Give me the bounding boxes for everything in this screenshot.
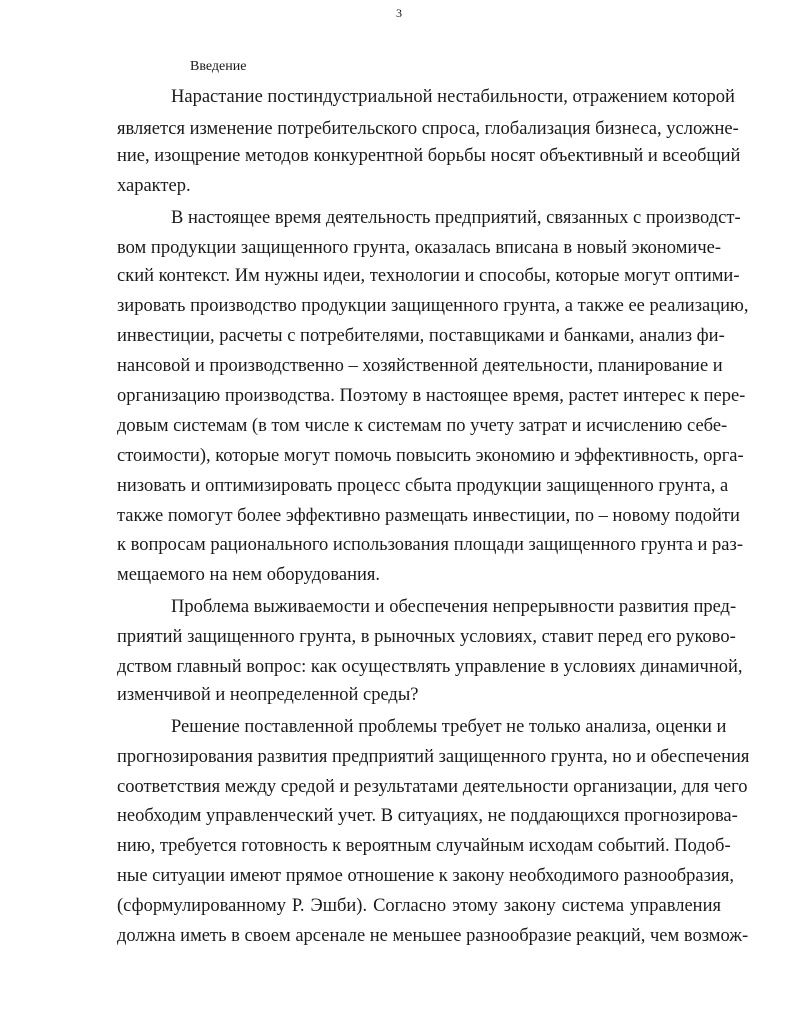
paragraph-2-line-2: вом продукции защищенного грунта, оказалась вписана в новый экономиче-	[117, 238, 721, 258]
paragraph-4-line-4: необходим управленческий учет. В ситуациях, не поддающихся прогнозирова-	[117, 806, 738, 826]
paragraph-4-line-5: нию, требуется готовность к вероятным случайным исходам событий. Подоб-	[117, 836, 731, 856]
paragraph-3-line-4: изменчивой и неопределенной среды?	[117, 685, 419, 705]
paragraph-2-line-7: организацию производства. Поэтому в настоящее время, растет интерес к пере-	[117, 386, 746, 406]
paragraph-3-line-3: дством главный вопрос: как осуществлять управление в условиях динамичной,	[117, 657, 743, 677]
paragraph-2-line-3: ский контекст. Им нужны идеи, технологии и способы, которые могут оптими-	[117, 266, 740, 286]
paragraph-4-line-2: прогнозирования развития предприятий защищенного грунта, но и обеспечения	[117, 747, 750, 767]
paragraph-3-line-2: приятий защищенного грунта, в рыночных условиях, ставит перед его руково-	[117, 627, 736, 647]
paragraph-1-line-1: Нарастание постиндустриальной нестабильности, отражением которой	[171, 87, 735, 107]
paragraph-4-line-8: должна иметь в своем арсенале не меньшее разнообразие реакций, чем возмож-	[117, 926, 749, 946]
paragraph-1-line-2: является изменение потребительского спроса, глобализация бизнеса, усложне-	[117, 119, 739, 139]
paragraph-2-line-9: стоимости), которые могут помочь повысить экономию и эффективность, орга-	[117, 446, 744, 466]
paragraph-4-line-1: Решение поставленной проблемы требует не только анализа, оценки и	[171, 717, 727, 737]
paragraph-2-line-10: низовать и оптимизировать процесс сбыта продукции защищенного грунта, а	[117, 476, 729, 496]
paragraph-2-line-11: также помогут более эффективно размещать инвестиции, по – новому подойти	[117, 506, 740, 526]
paragraph-2-line-8: довым системам (в том числе к системам по учету затрат и исчислению себе-	[117, 416, 728, 436]
paragraph-4-line-3: соответствия между средой и результатами деятельности организации, для чего	[117, 777, 748, 797]
paragraph-2-line-13: мещаемого на нем оборудования.	[117, 565, 381, 585]
paragraph-2-line-12: к вопросам рационального использования площади защищенного грунта и раз-	[117, 535, 743, 555]
paragraph-2-line-6: нансовой и производственно – хозяйственной деятельности, планирование и	[117, 356, 723, 376]
paragraph-4-line-7: (сформулированному Р. Эшби). Согласно этому закону система управления	[117, 896, 721, 916]
paragraph-3-line-1: Проблема выживаемости и обеспечения непрерывности развития пред-	[171, 597, 737, 617]
paragraph-2-line-5: инвестиции, расчеты с потребителями, поставщиками и банками, анализ фи-	[117, 326, 725, 346]
paragraph-4-line-6: ные ситуации имеют прямое отношение к закону необходимого разнообразия,	[117, 866, 734, 886]
section-heading: Введение	[190, 59, 247, 74]
paragraph-2-line-1: В настоящее время деятельность предприятий, связанных с производст-	[171, 208, 741, 228]
paragraph-1-line-4: характер.	[117, 176, 191, 196]
paragraph-1-line-3: ние, изощрение методов конкурентной борьбы носят объективный и всеобщий	[117, 146, 741, 166]
paragraph-2-line-4: зировать производство продукции защищенного грунта, а также ее реализацию,	[117, 296, 749, 316]
page-number: 3	[396, 6, 402, 20]
